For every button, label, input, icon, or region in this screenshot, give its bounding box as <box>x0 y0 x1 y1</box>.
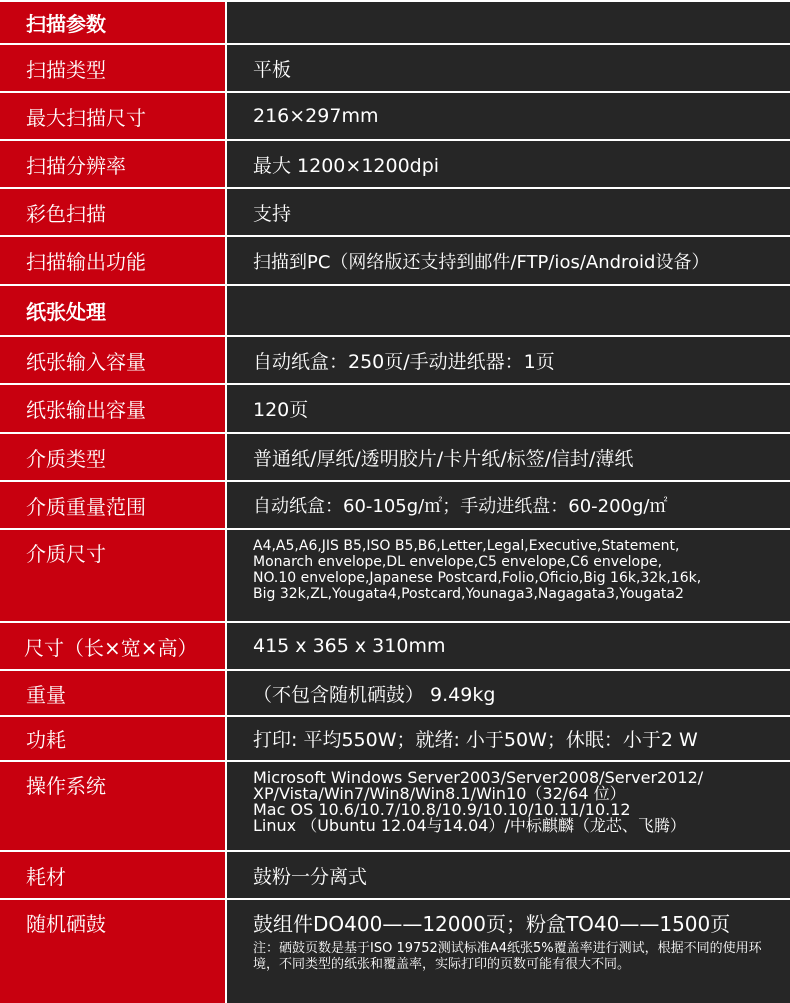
section-value <box>227 2 790 43</box>
spec-label: 彩色扫描 <box>0 189 227 235</box>
spec-label: 重量 <box>0 671 227 715</box>
spec-value: 普通纸/厚纸/透明胶片/卡片纸/标签/信封/薄纸 <box>227 434 790 480</box>
spec-value: 自动纸盒：60-105g/㎡；手动进纸盘：60-200g/㎡ <box>227 482 790 528</box>
spec-label: 介质类型 <box>0 434 227 480</box>
spec-row-color-scan <box>0 189 790 237</box>
section-value <box>227 286 790 335</box>
spec-value: 支持 <box>227 189 790 235</box>
spec-label: 介质尺寸 <box>0 530 227 621</box>
spec-row-drum <box>0 900 790 1003</box>
spec-value: 最大 1200×1200dpi <box>227 141 790 187</box>
spec-row-max-scan-size <box>0 93 790 141</box>
spec-label: 纸张输入容量 <box>0 337 227 383</box>
spec-value-line: Mac OS 10.6/10.7/10.8/10.9/10.10/10.11/10.12 <box>253 800 631 819</box>
spec-row-os <box>0 762 790 852</box>
spec-row-scan-output <box>0 237 790 286</box>
spec-value: 打印: 平均550W；就绪: 小于50W；休眠：小于2 W <box>227 717 790 760</box>
spec-value: 415 x 365 x 310mm <box>227 623 790 669</box>
spec-label: 介质重量范围 <box>0 482 227 528</box>
spec-value: 扫描到PC（网络版还支持到邮件/FTP/ios/Android设备） <box>227 237 790 284</box>
spec-label: 最大扫描尺寸 <box>0 93 227 139</box>
section-title: 扫描参数 <box>0 2 227 43</box>
spec-value: 鼓组件DO400——12000页；粉盒TO40——1500页 <box>253 912 731 936</box>
spec-value-line: Monarch envelope,DL envelope,C5 envelope,C6 envelope, <box>253 554 663 570</box>
spec-label: 随机硒鼓 <box>0 900 227 1003</box>
spec-value-block <box>227 900 790 1003</box>
spec-row-weight <box>0 671 790 717</box>
spec-value-line: Linux （Ubuntu 12.04与14.04）/中标麒麟（龙芯、飞腾） <box>253 816 686 835</box>
spec-label: 功耗 <box>0 717 227 760</box>
spec-row-output-capacity <box>0 385 790 434</box>
spec-value: 自动纸盒：250页/手动进纸器：1页 <box>227 337 790 383</box>
spec-row-media-type <box>0 434 790 482</box>
spec-row-input-capacity <box>0 337 790 385</box>
spec-value-line: Microsoft Windows Server2003/Server2008/Server2012/ <box>253 768 704 787</box>
spec-row-scan-resolution <box>0 141 790 189</box>
spec-label: 扫描输出功能 <box>0 237 227 284</box>
spec-row-media-weight <box>0 482 790 530</box>
spec-value-line: NO.10 envelope,Japanese Postcard,Folio,Oficio,Big 16k,32k,16k, <box>253 570 702 586</box>
spec-label: 尺寸（长×宽×高） <box>0 623 227 669</box>
spec-value-line: Big 32k,ZL,Yougata4,Postcard,Younaga3,Nagagata3,Yougata2 <box>253 586 684 602</box>
section-row-scan <box>0 0 790 45</box>
spec-row-power <box>0 717 790 762</box>
spec-row-consumables <box>0 852 790 900</box>
spec-value: 120页 <box>227 385 790 432</box>
spec-value: 216×297mm <box>227 93 790 139</box>
spec-value: 平板 <box>227 45 790 91</box>
spec-label: 纸张输出容量 <box>0 385 227 432</box>
spec-row-media-size <box>0 530 790 623</box>
spec-row-scan-type <box>0 45 790 93</box>
spec-value-lines <box>227 530 790 621</box>
spec-value: （不包含随机硒鼓） 9.49kg <box>227 671 790 715</box>
spec-label: 操作系统 <box>0 762 227 850</box>
section-row-paper <box>0 286 790 337</box>
spec-value-lines <box>227 762 790 850</box>
spec-label: 扫描分辨率 <box>0 141 227 187</box>
spec-label: 扫描类型 <box>0 45 227 91</box>
spec-label: 耗材 <box>0 852 227 898</box>
section-title: 纸张处理 <box>0 286 227 335</box>
spec-note: 注：硒鼓页数是基于ISO 19752测试标准A4纸张5%覆盖率进行测试，根据不同的使用环境，不同类型的纸张和覆盖率，实际打印的页数可能有很大不同。 <box>253 941 762 972</box>
spec-value-line: A4,A5,A6,JIS B5,ISO B5,B6,Letter,Legal,Executive,Statement, <box>253 538 680 554</box>
spec-value: 鼓粉一分离式 <box>227 852 790 898</box>
spec-value-line: XP/Vista/Win7/Win8/Win8.1/Win10（32/64 位） <box>253 784 626 803</box>
spec-row-dimensions <box>0 623 790 671</box>
